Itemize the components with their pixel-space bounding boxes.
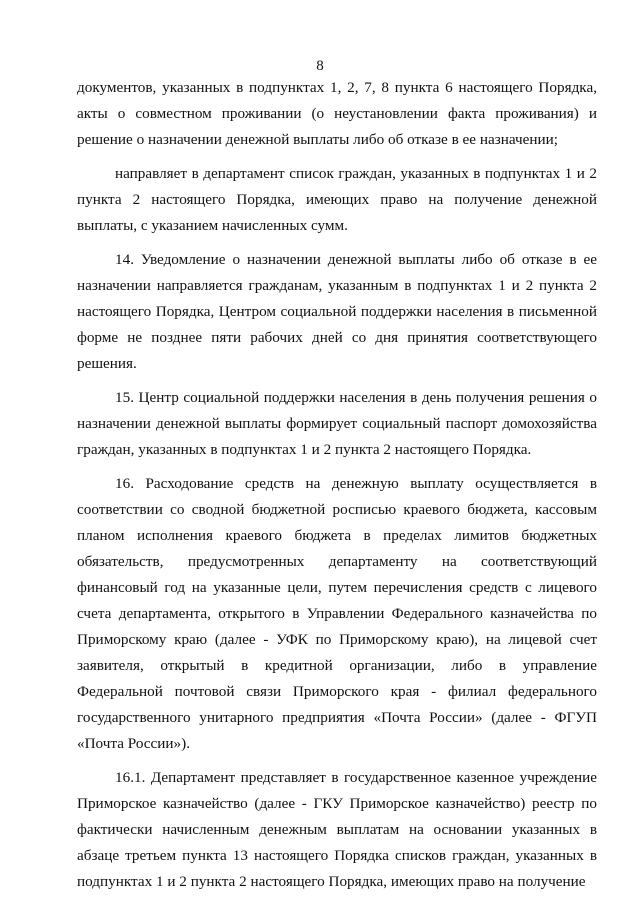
page-number: 8 — [316, 58, 324, 74]
paragraph-send-list: направляет в департамент список граждан, указанных в подпунктах 1 и 2 пункта 2 настоящего Порядка, имеющих право на получение денежной выплаты, с указанием начисленных сумм. — [77, 165, 597, 234]
paragraph-14: 14. Уведомление о назначении денежной выплаты либо об отказе в ее назначении направляется гражданам, указанным в подпунктах 1 и 2 пункта 2 настоящего Порядка, Центром социальной поддержки населения в письменной форме не позднее пяти рабочих дней со дня принятия соответствующего решения. — [77, 251, 597, 372]
paragraph-continuation: документов, указанных в подпунктах 1, 2, 7, 8 пункта 6 настоящего Порядка, акты о совместном проживании (о неустановлении факта проживания) и решение о назначении денежной выплаты либо об отказе в ее назначении; — [77, 79, 597, 148]
paragraph-16: 16. Расходование средств на денежную выплату осуществляется в соответствии со сводной бюджетной росписью краевого бюджета, кассовым планом исполнения краевого бюджета в пределах лимитов бюджетных обязательств, предусмотренных департаменту на соответствующий финансовый год на указанные цели, путем перечисления средств с лицевого счета департамента, открытого в Управлении Федерального казначейства по Приморскому краю (далее - УФК по Приморскому краю), на лицевой счет заявителя, открытый в кредитной организации, либо в управление Федеральной почтовой связи Приморского края - филиал федерального государственного унитарного предприятия «Почта России» (далее - ФГУП «Почта России»). — [77, 475, 597, 752]
document-body — [77, 75, 597, 903]
paragraph-16-1: 16.1. Департамент представляет в государственное казенное учреждение Приморское казначейство (далее - ГКУ Приморское казначейство) реестр по фактически начисленным денежным выплатам на основании указанных в абзаце третьем пункта 13 настоящего Порядка списков граждан, указанных в подпунктах 1 и 2 пункта 2 настоящего Порядка, имеющих право на получение — [77, 769, 597, 890]
paragraph-15: 15. Центр социальной поддержки населения в день получения решения о назначении денежной выплаты формирует социальный паспорт домохозяйства граждан, указанных в подпунктах 1 и 2 пункта 2 настоящего Порядка. — [77, 389, 597, 458]
